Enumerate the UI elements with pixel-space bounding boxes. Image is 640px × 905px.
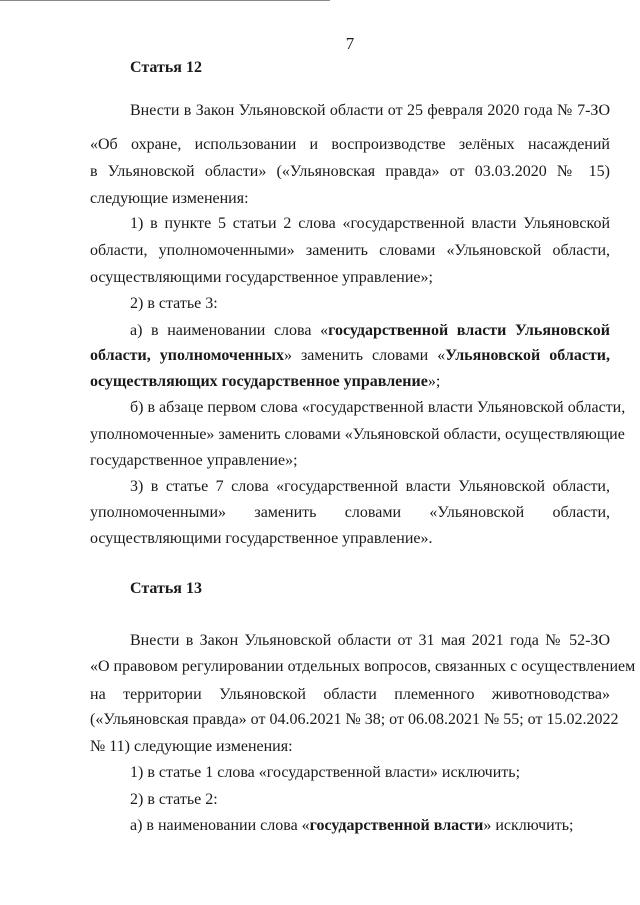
article-12-intro-line: в Ульяновской области» («Ульяновская правда» от 03.03.2020 № 15) bbox=[90, 163, 610, 180]
article-13-item-1: 1) в статье 1 слова «государственной власти» исключить; bbox=[130, 764, 521, 781]
page-number: 7 bbox=[345, 34, 355, 53]
article-13-intro-line: Внести в Закон Ульяновской области от 31 мая 2021 года № 52-ЗО bbox=[130, 632, 610, 649]
scan-border-line bbox=[0, 0, 330, 1]
article-12-item-2b-line: государственное управление»; bbox=[90, 452, 298, 469]
article-12-item-1-line: области, уполномоченными» заменить словами «Ульяновской области, bbox=[90, 242, 610, 259]
article-12-item-2: 2) в статье 3: bbox=[130, 295, 218, 312]
article-13-intro-line: № 11) следующие изменения: bbox=[90, 738, 293, 755]
article-13-item-2: 2) в статье 2: bbox=[130, 791, 218, 808]
article-12-item-3-line: осуществляющими государственное управление». bbox=[90, 530, 433, 547]
article-12-intro-line: следующие изменения: bbox=[90, 190, 249, 207]
article-12-item-2b-line: б) в абзаце первом слова «государственной власти Ульяновской области, bbox=[130, 399, 626, 416]
article-13-intro-line: на территории Ульяновской области племенного животноводства» bbox=[90, 686, 610, 703]
article-13-heading: Статья 13 bbox=[130, 580, 202, 597]
article-12-item-2a-line-1: а) в наименовании слова «государственной власти Ульяновской bbox=[130, 322, 611, 339]
article-12-item-2b-line: уполномоченные» заменить словами «Ульяновской области, осуществляющие bbox=[90, 426, 625, 443]
article-12-item-1-line: осуществляющими государственное управление»; bbox=[90, 269, 433, 286]
article-12-heading: Статья 12 bbox=[130, 59, 202, 76]
article-12-intro-line: Внести в Закон Ульяновской области от 25 февраля 2020 года № 7-ЗО bbox=[130, 102, 610, 119]
article-12-intro-line: «Об охране, использовании и воспроизводстве зелёных насаждений bbox=[90, 136, 610, 153]
article-13-intro-line: «О правовом регулировании отдельных вопросов, связанных с осуществлением bbox=[90, 658, 636, 675]
article-12-item-1-line: 1) в пункте 5 статьи 2 слова «государственной власти Ульяновской bbox=[130, 215, 610, 232]
article-12-item-3-line: 3) в статье 7 слова «государственной власти Ульяновской области, bbox=[130, 478, 610, 495]
article-12-item-2a-line-2: области, уполномоченных» заменить словами «Ульяновской области, bbox=[90, 347, 611, 364]
article-13-item-2a: а) в наименовании слова «государственной власти» исключить; bbox=[130, 817, 574, 834]
article-12-item-2a-line-3: осуществляющих государственное управление»; bbox=[90, 373, 441, 390]
article-13-intro-line: («Ульяновская правда» от 04.06.2021 № 38; от 06.08.2021 № 55; от 15.02.2022 bbox=[90, 711, 619, 728]
article-12-item-3-line: уполномоченными» заменить словами «Ульяновской области, bbox=[90, 504, 610, 521]
